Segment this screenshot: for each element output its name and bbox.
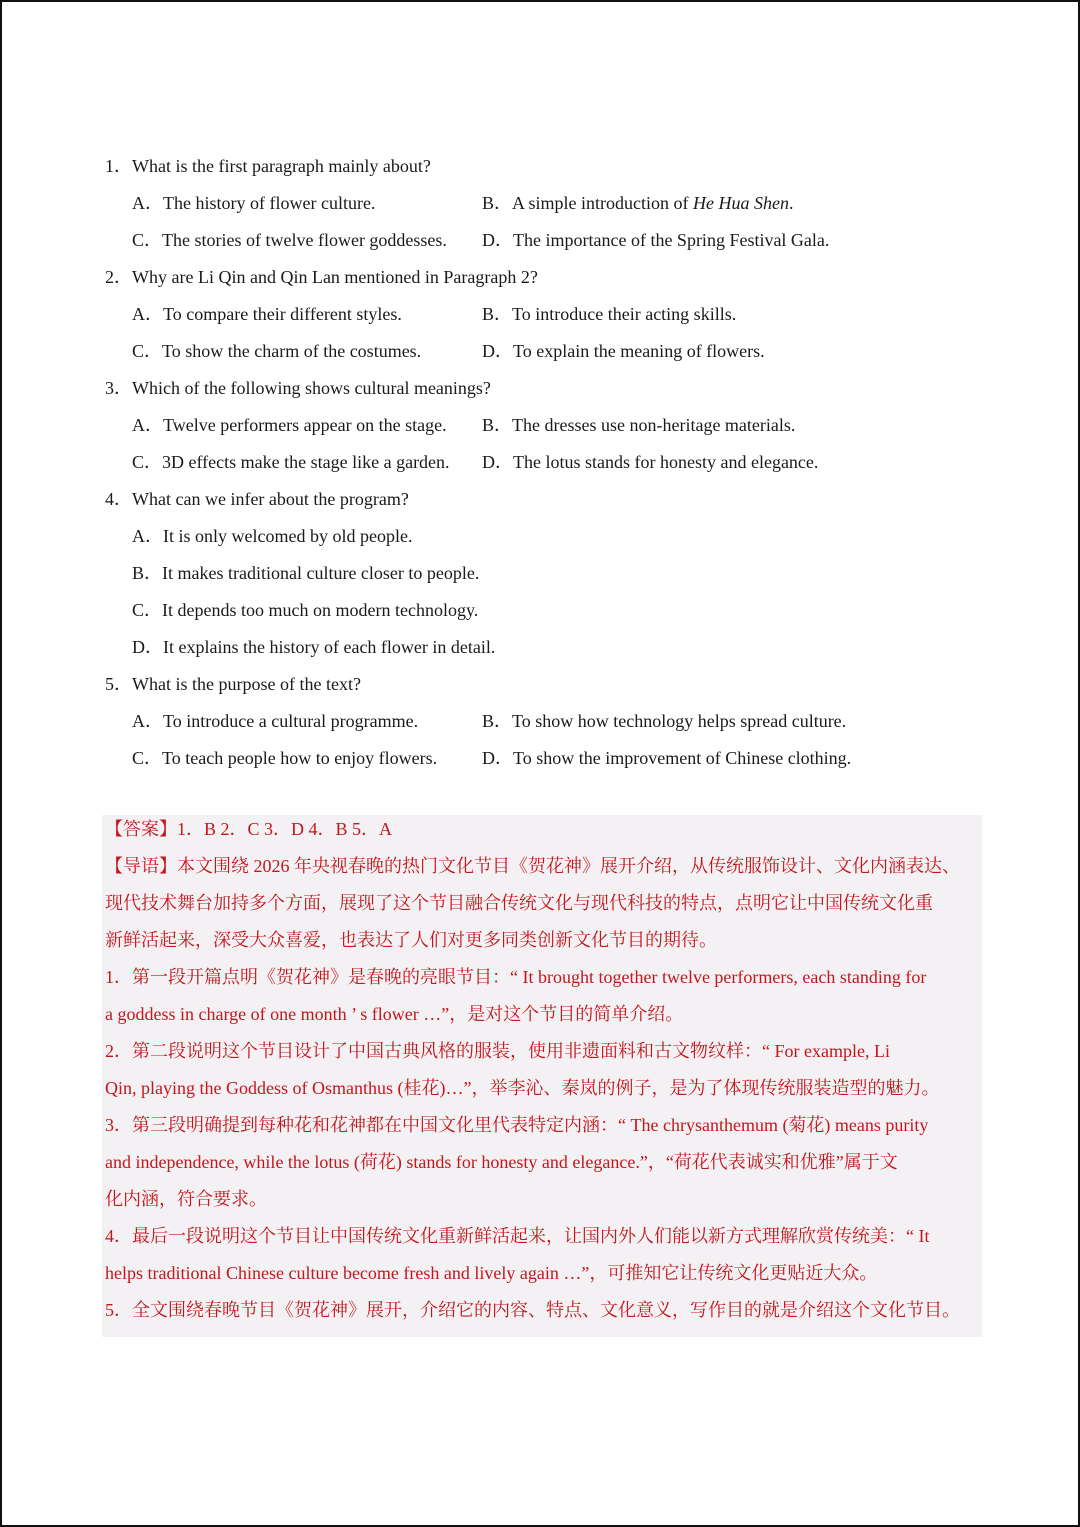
explanation-line: helps traditional Chinese culture become fresh and lively again …”，可推知它让传统文化更贴近大众。 [105, 1263, 878, 1283]
question-1-stem: 1．What is the first paragraph mainly about? [105, 156, 431, 176]
question-4-option-d: D．It explains the history of each flower in detail. [132, 637, 496, 657]
question-2-option-a: A．To compare their different styles. [132, 304, 402, 324]
question-1-option-b: B．A simple introduction of He Hua Shen. [482, 193, 794, 213]
question-5-option-a: A．To introduce a cultural programme. [132, 711, 419, 731]
explanation-line: 化内涵，符合要求。 [105, 1189, 267, 1209]
question-2-option-b: B．To introduce their acting skills. [482, 304, 737, 324]
question-2-option-c: C．To show the charm of the costumes. [132, 341, 422, 361]
explanation-line: 3．第三段明确提到每种花和花神都在中国文化里代表特定内涵：“ The chrysanthemum (菊花) means purity [105, 1115, 929, 1135]
answer-key: 【答案】1．B 2．C 3．D 4．B 5．A [105, 819, 393, 839]
explanation-line: and independence, while the lotus (荷花) stands for honesty and elegance.”，“荷花代表诚实和优雅”属于文 [105, 1152, 898, 1172]
question-3-option-b: B．The dresses use non-heritage materials. [482, 415, 796, 435]
question-5-option-d: D．To show the improvement of Chinese clothing. [482, 748, 852, 768]
question-2-option-d: D．To explain the meaning of flowers. [482, 341, 765, 361]
explanation-line: 【导语】本文围绕 2026 年央视春晚的热门文化节目《贺花神》展开介绍，从传统服饰设计、文化内涵表达、 [105, 856, 960, 876]
question-4-stem: 4．What can we infer about the program? [105, 489, 409, 509]
question-5-stem: 5．What is the purpose of the text? [105, 674, 361, 694]
question-3-option-d: D．The lotus stands for honesty and elegance. [482, 452, 819, 472]
explanation-line: 4．最后一段说明这个节目让中国传统文化重新鲜活起来，让国内外人们能以新方式理解欣赏传统美：“ It [105, 1226, 930, 1246]
question-3-option-a: A．Twelve performers appear on the stage. [132, 415, 447, 435]
explanation-line: 现代技术舞台加持多个方面，展现了这个节目融合传统文化与现代科技的特点，点明它让中国传统文化重 [105, 893, 933, 913]
question-2-stem: 2．Why are Li Qin and Qin Lan mentioned in Paragraph 2? [105, 267, 538, 287]
question-5-option-b: B．To show how technology helps spread culture. [482, 711, 847, 731]
question-1-option-c: C．The stories of twelve flower goddesses. [132, 230, 447, 250]
explanation-line: a goddess in charge of one month ’ s flower …”，是对这个节目的简单介绍。 [105, 1004, 684, 1024]
explanation-line: 1．第一段开篇点明《贺花神》是春晚的亮眼节目：“ It brought together twelve performers, each standing for [105, 967, 927, 987]
question-4-option-b: B．It makes traditional culture closer to people. [132, 563, 480, 583]
question-3-stem: 3．Which of the following shows cultural meanings? [105, 378, 491, 398]
explanation-line: 2．第二段说明这个节目设计了中国古典风格的服装，使用非遗面料和古文物纹样：“ For example, Li [105, 1041, 890, 1061]
explanation-line: Qin, playing the Goddess of Osmanthus (桂花)…”，举李沁、秦岚的例子，是为了体现传统服装造型的魅力。 [105, 1078, 940, 1098]
question-5-option-c: C．To teach people how to enjoy flowers. [132, 748, 438, 768]
explanation-line: 新鲜活起来，深受大众喜爱，也表达了人们对更多同类创新文化节目的期待。 [105, 930, 717, 950]
question-3-option-c: C．3D effects make the stage like a garden. [132, 452, 450, 472]
question-1-option-a: A．The history of flower culture. [132, 193, 376, 213]
question-1-option-d: D．The importance of the Spring Festival Gala. [482, 230, 830, 250]
explanation-line: 5．全文围绕春晚节目《贺花神》展开，介绍它的内容、特点、文化意义，写作目的就是介绍这个文化节目。 [105, 1300, 960, 1320]
question-4-option-a: A．It is only welcomed by old people. [132, 526, 413, 546]
question-4-option-c: C．It depends too much on modern technology. [132, 600, 479, 620]
